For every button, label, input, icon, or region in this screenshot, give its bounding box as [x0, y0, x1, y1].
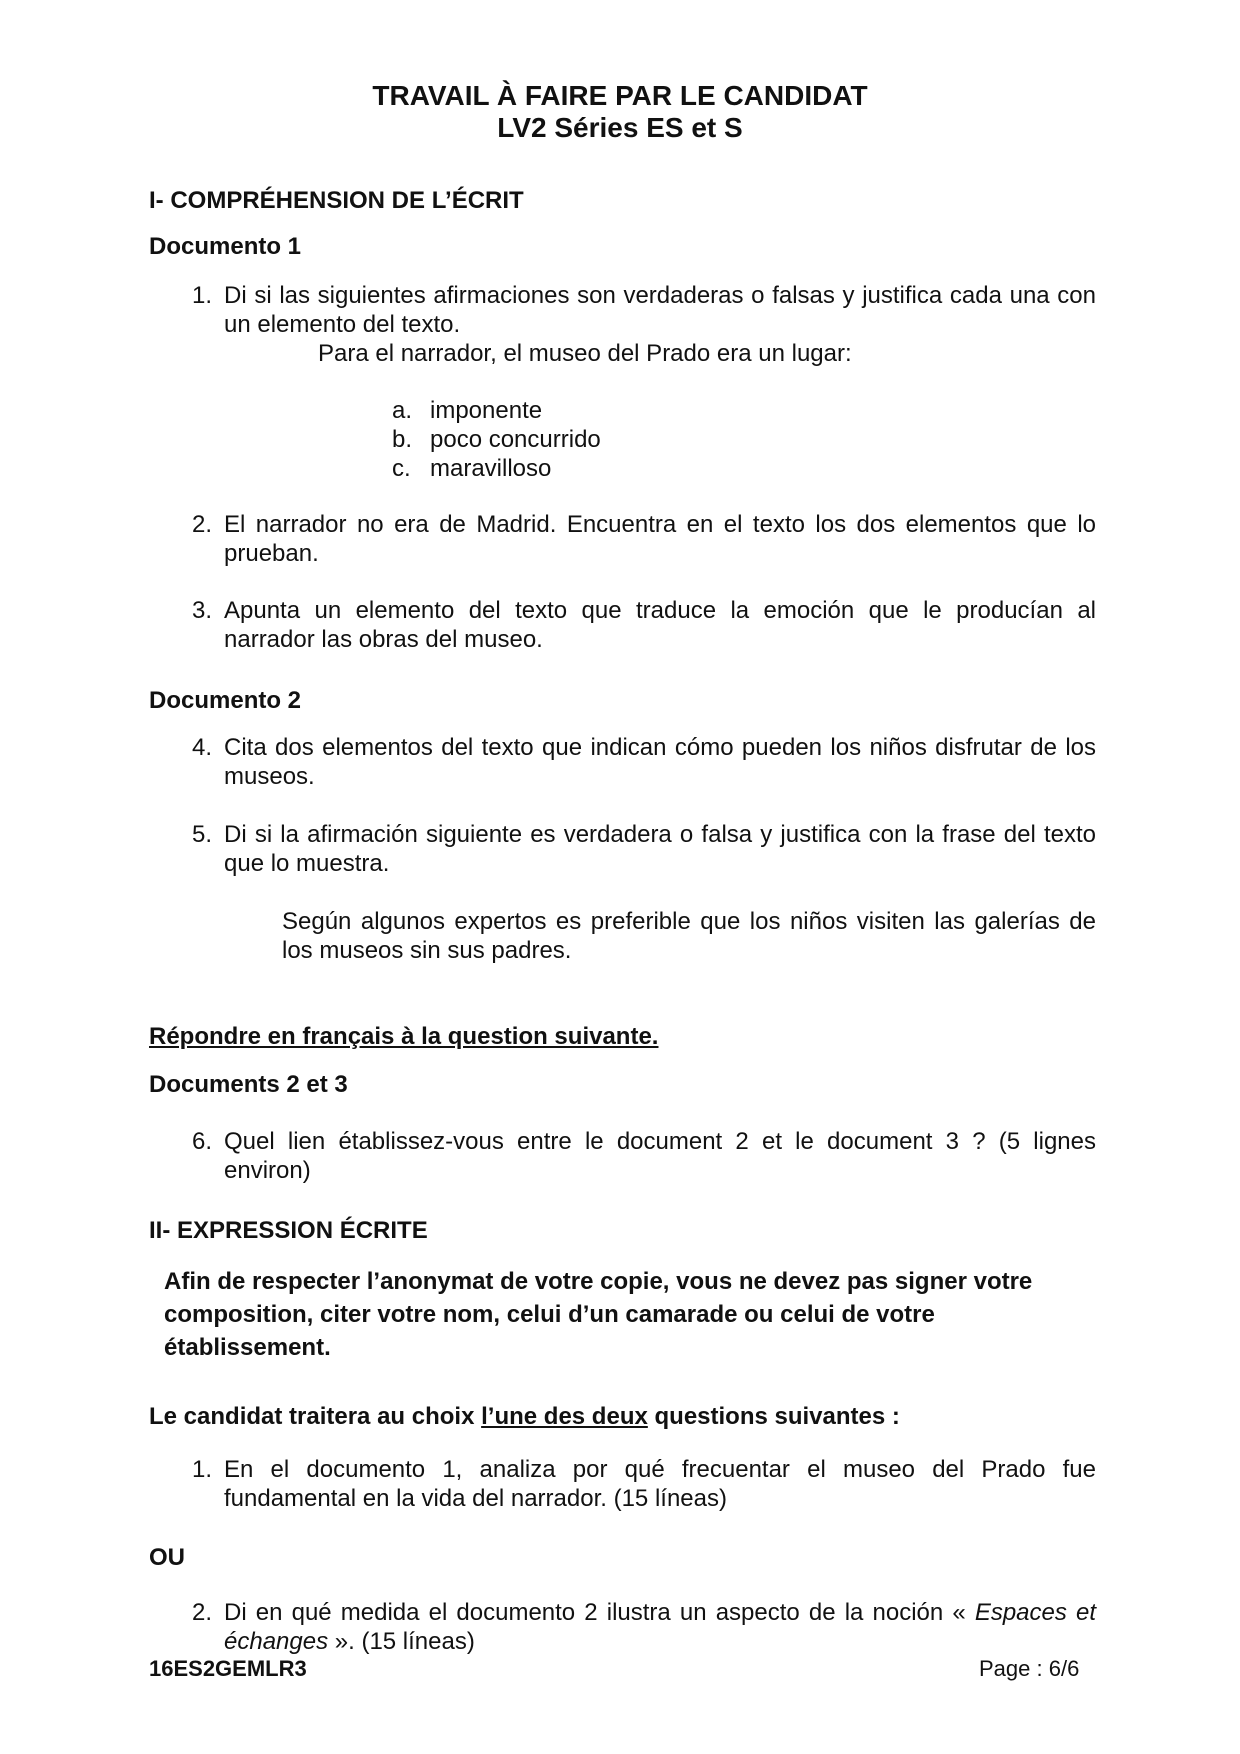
question-text: Quel lien établissez-vous entre le document 2 et le document 3 ? (5 lignes environ) [224, 1128, 1096, 1184]
q1-intro: Para el narrador, el museo del Prado era un lugar: [318, 340, 852, 367]
question-number: 4. [191, 734, 212, 761]
document-code: 16ES2GEMLR3 [149, 1656, 307, 1681]
q5-statement: Según algunos expertos es preferible que los niños visiten las galerías de los museos sin sus padres. [282, 908, 1096, 964]
option-letter: c. [392, 455, 411, 482]
question-number: 6. [191, 1128, 212, 1155]
choice-post: questions suivantes : [647, 1403, 900, 1430]
choice-instruction [149, 1402, 900, 1431]
option-text: maravilloso [430, 455, 552, 482]
anonymity-notice: Afin de respecter l’anonymat de votre copie, vous ne devez pas signer votre composition, citer votre nom, celui d’un camarade ou celui de votre établissement. [164, 1268, 1033, 1361]
choice-underlined: l’une des deux [481, 1403, 648, 1430]
question-number: 1. [191, 1456, 212, 1483]
s2-question-1 [182, 1455, 1096, 1513]
option-a [392, 396, 542, 425]
question-text: Cita dos elementos del texto que indican cómo pueden los niños disfrutar de los museos. [224, 734, 1096, 790]
doc2-heading: Documento 2 [149, 687, 302, 714]
question-number: 3. [191, 597, 212, 624]
q2-text-italic: Espaces et échanges [224, 1599, 1096, 1655]
page-title: TRAVAIL À FAIRE PAR LE CANDIDAT [372, 80, 868, 111]
doc1-heading: Documento 1 [149, 233, 302, 260]
question-text: En el documento 1, analiza por qué frecuentar el museo del Prado fue fundamental en la vida del narrador. (15 líneas) [224, 1456, 1096, 1512]
question-number: 2. [191, 511, 212, 538]
s1-question-1 [182, 281, 1096, 339]
question-text [224, 1598, 1096, 1656]
s1-question-3 [182, 596, 1096, 654]
section2-heading: II- EXPRESSION ÉCRITE [149, 1217, 428, 1244]
page-subtitle: LV2 Séries ES et S [497, 112, 743, 143]
question-number: 5. [191, 821, 212, 848]
option-letter: a. [392, 397, 413, 424]
s1-question-6 [182, 1127, 1096, 1185]
french-instruction: Répondre en français à la question suivante. [149, 1023, 659, 1050]
section1-heading: I- COMPRÉHENSION DE L’ÉCRIT [149, 187, 524, 214]
question-text: El narrador no era de Madrid. Encuentra en el texto los dos elementos que lo prueban. [224, 511, 1096, 567]
question-text: Di si la afirmación siguiente es verdadera o falsa y justifica con la frase del texto que lo muestra. [224, 821, 1096, 877]
s2-question-2 [182, 1598, 1096, 1656]
option-text: imponente [430, 397, 543, 424]
q2-text-pre: Di en qué medida el documento 2 ilustra un aspecto de la noción « [224, 1599, 975, 1626]
or-separator: OU [149, 1544, 185, 1571]
s1-question-2 [182, 510, 1096, 568]
question-number: 2. [191, 1599, 212, 1626]
question-text: Di si las siguientes afirmaciones son verdaderas o falsas y justifica cada una con un elemento del texto. [224, 282, 1096, 338]
question-number: 1. [191, 282, 212, 309]
docs23-heading: Documents 2 et 3 [149, 1071, 348, 1098]
option-c [392, 454, 551, 483]
option-letter: b. [392, 426, 413, 453]
page-number: Page : 6/6 [979, 1656, 1080, 1681]
question-text: Apunta un elemento del texto que traduce la emoción que le producían al narrador las obras del museo. [224, 597, 1096, 653]
choice-pre: Le candidat traitera au choix [149, 1403, 482, 1430]
s1-question-5 [182, 820, 1096, 878]
s1-question-4 [182, 733, 1096, 791]
option-b [392, 425, 601, 454]
option-text: poco concurrido [430, 426, 601, 453]
q2-text-post: ». (15 líneas) [328, 1628, 475, 1655]
